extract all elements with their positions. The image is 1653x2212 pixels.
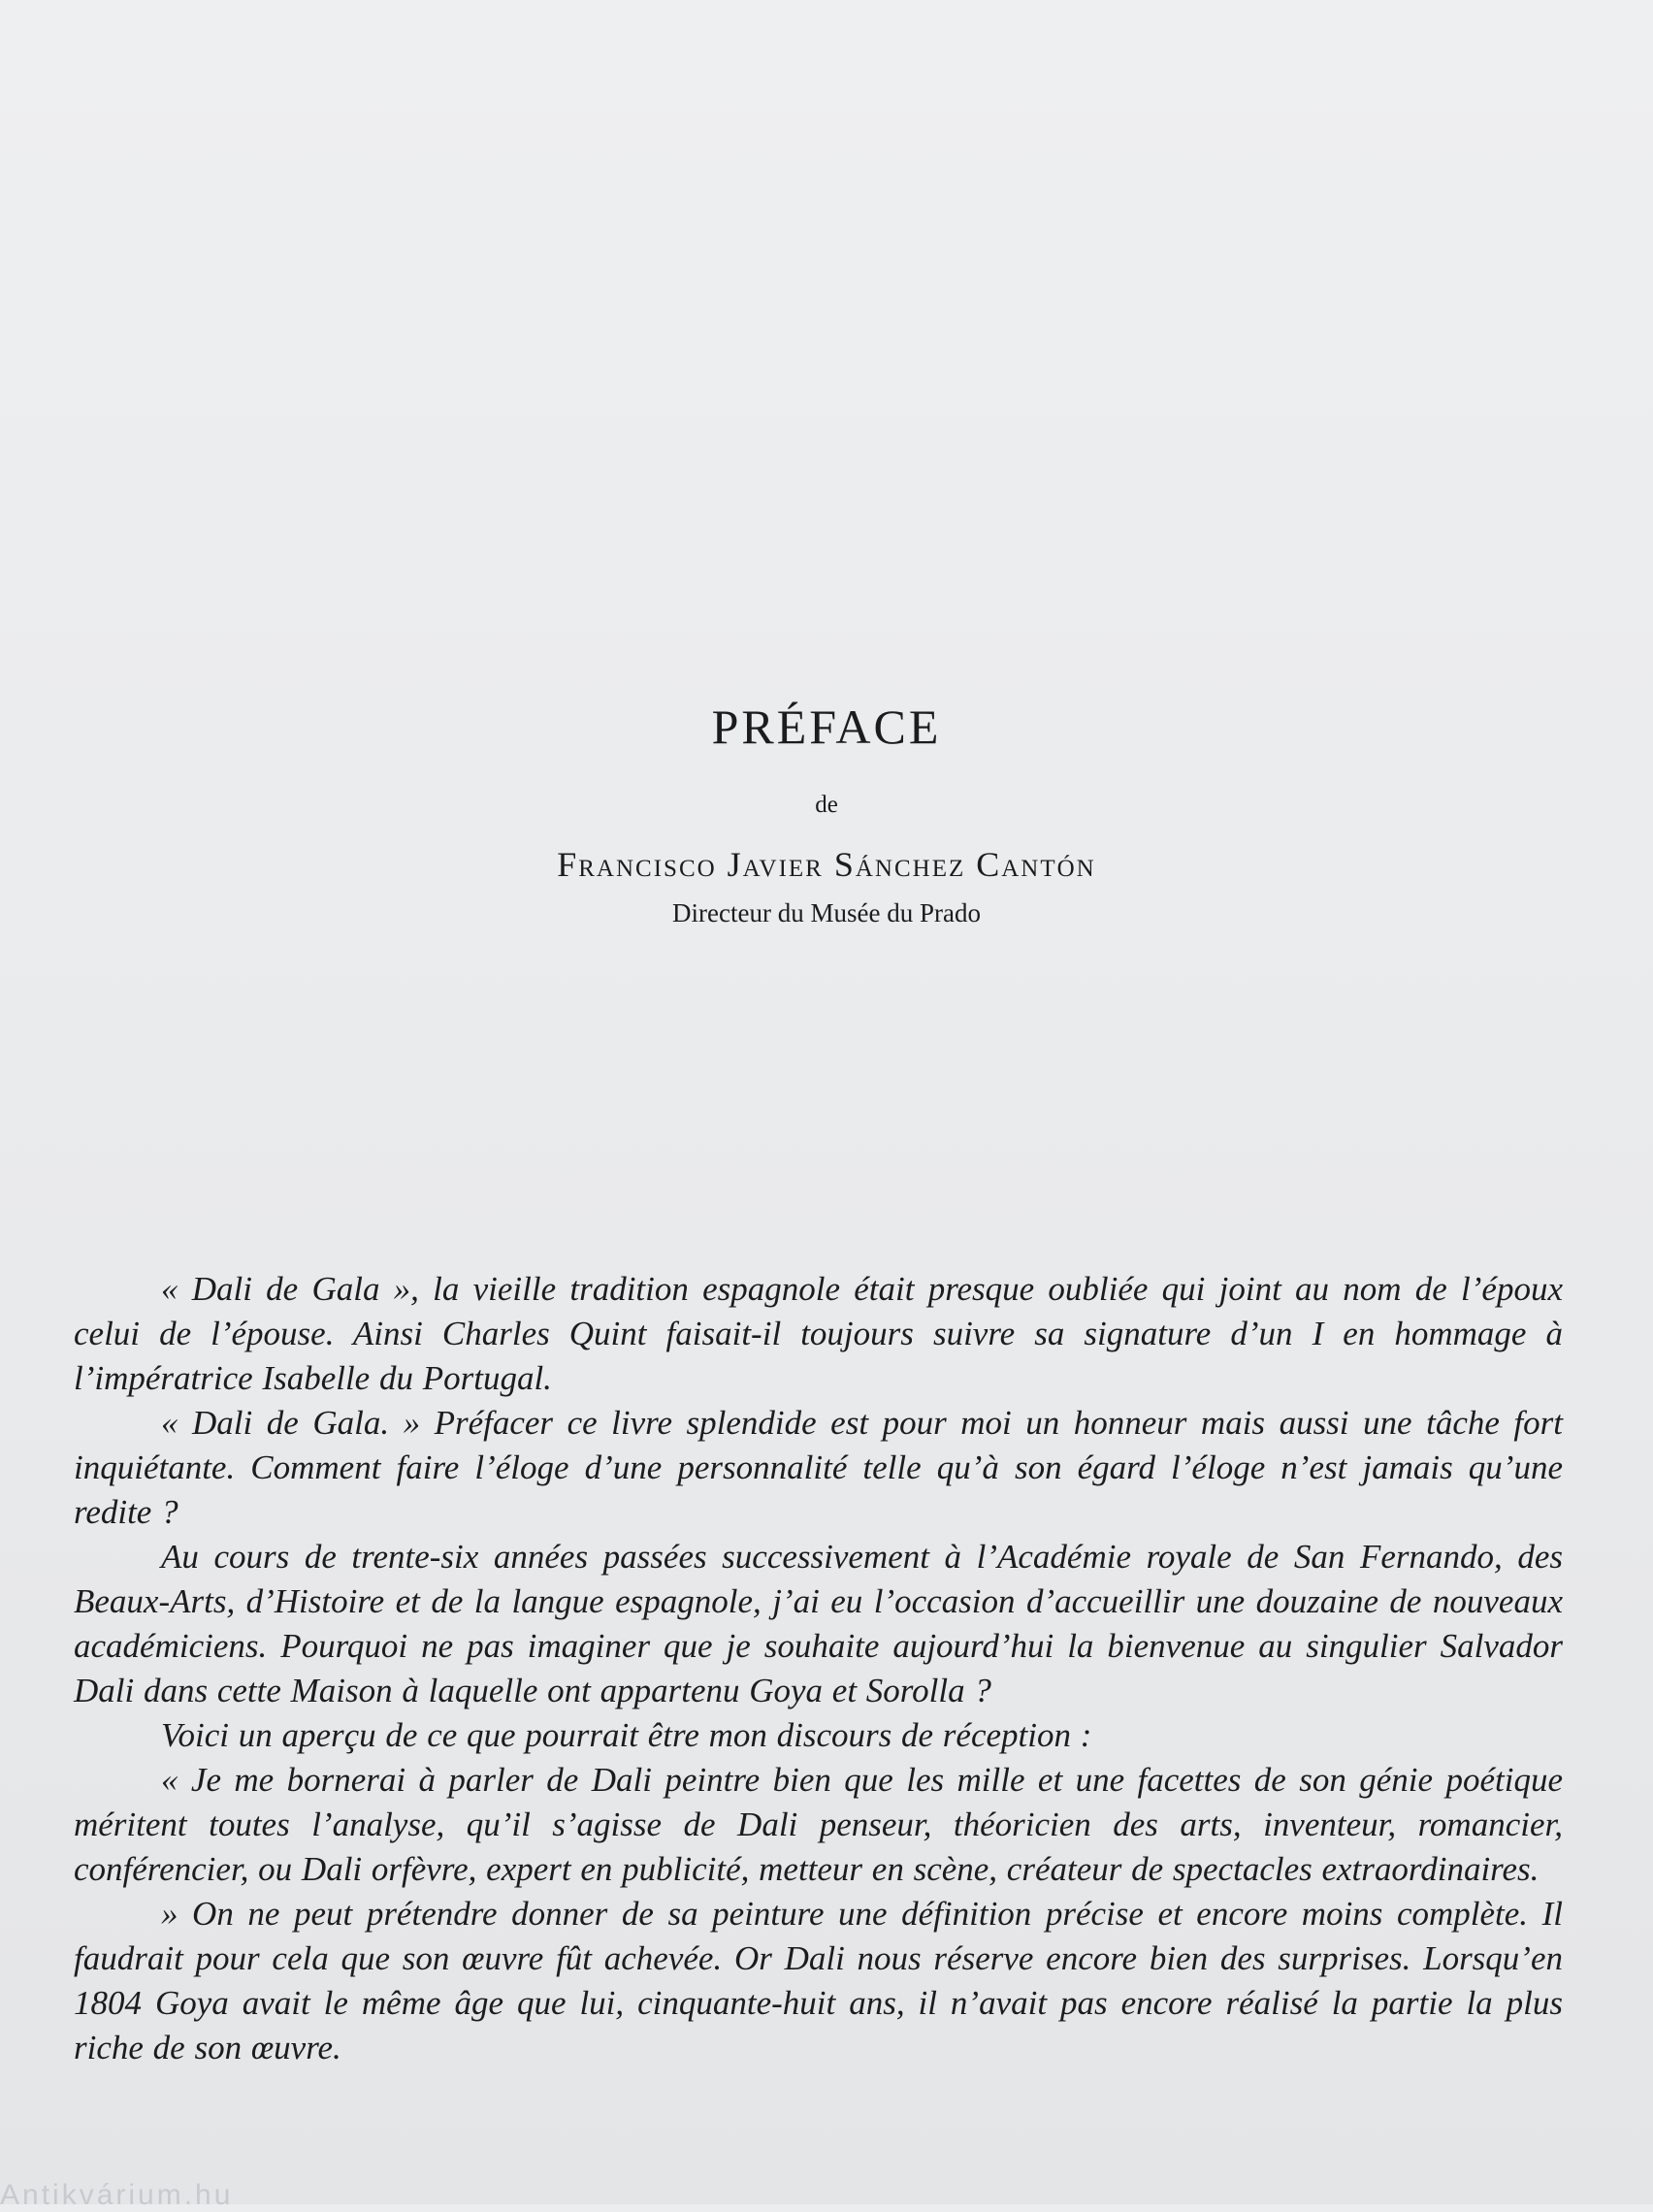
preposition-de: de <box>815 792 838 818</box>
page-title: PRÉFACE <box>711 699 942 754</box>
paragraph-6: » On ne peut prétendre donner de sa peinture une définition précise et encore moins complète. Il faudrait pour cela que son œuvre fût achevée. Or Dali nous réserve encore bien des surprises. Lorsqu’en 1804 Goya avait le même âge que lui, cinquante-huit ans, il n’avait pas encore réalisé la partie la plus riche de son œuvre. <box>74 1895 1563 2066</box>
paragraph-2: « Dali de Gala. » Préfacer ce livre splendide est pour moi un honneur mais aussi une tâche fort inquiétante. Comment faire l’éloge d’une personnalité telle qu’à son égard l’éloge n’est jamais qu’une redite ? <box>74 1404 1563 1531</box>
author-name: Francisco Javier Sánchez Cantón <box>557 845 1096 884</box>
author-role: Directeur du Musée du Prado <box>672 898 981 927</box>
paragraph-5: « Je me bornerai à parler de Dali peintre bien que les mille et une facettes de son génie poétique méritent toutes l’analyse, qu’il s’agisse de Dali penseur, théoricien des arts, inventeur, romancier, conférencier, ou Dali orfèvre, expert en publicité, metteur en scène, créateur de spectacles extraordinaires. <box>74 1761 1563 1888</box>
paragraph-1: « Dali de Gala », la vieille tradition espagnole était presque oubliée qui joint au nom de l’époux celui de l’épouse. Ainsi Charles Quint faisait-il toujours suivre sa signature d’un I en hommage à l’impératrice Isabelle du Portugal. <box>74 1270 1563 1397</box>
watermark: Antikvárium.hu <box>0 2179 234 2211</box>
paragraph-3: Au cours de trente-six années passées successivement à l’Académie royale de San Fernando, des Beaux-Arts, d’Histoire et de la langue espagnole, j’ai eu l’occasion d’accueillir une douzaine de nouveaux académiciens. Pourquoi ne pas imaginer que je souhaite aujourd’hui la bienvenue au singulier Salvador Dali dans cette Maison à laquelle ont appartenu Goya et Sorolla ? <box>74 1538 1563 1709</box>
paragraph-4: Voici un aperçu de ce que pourrait être mon discours de réception : <box>161 1716 1092 1754</box>
preface-body <box>74 1267 1563 2070</box>
